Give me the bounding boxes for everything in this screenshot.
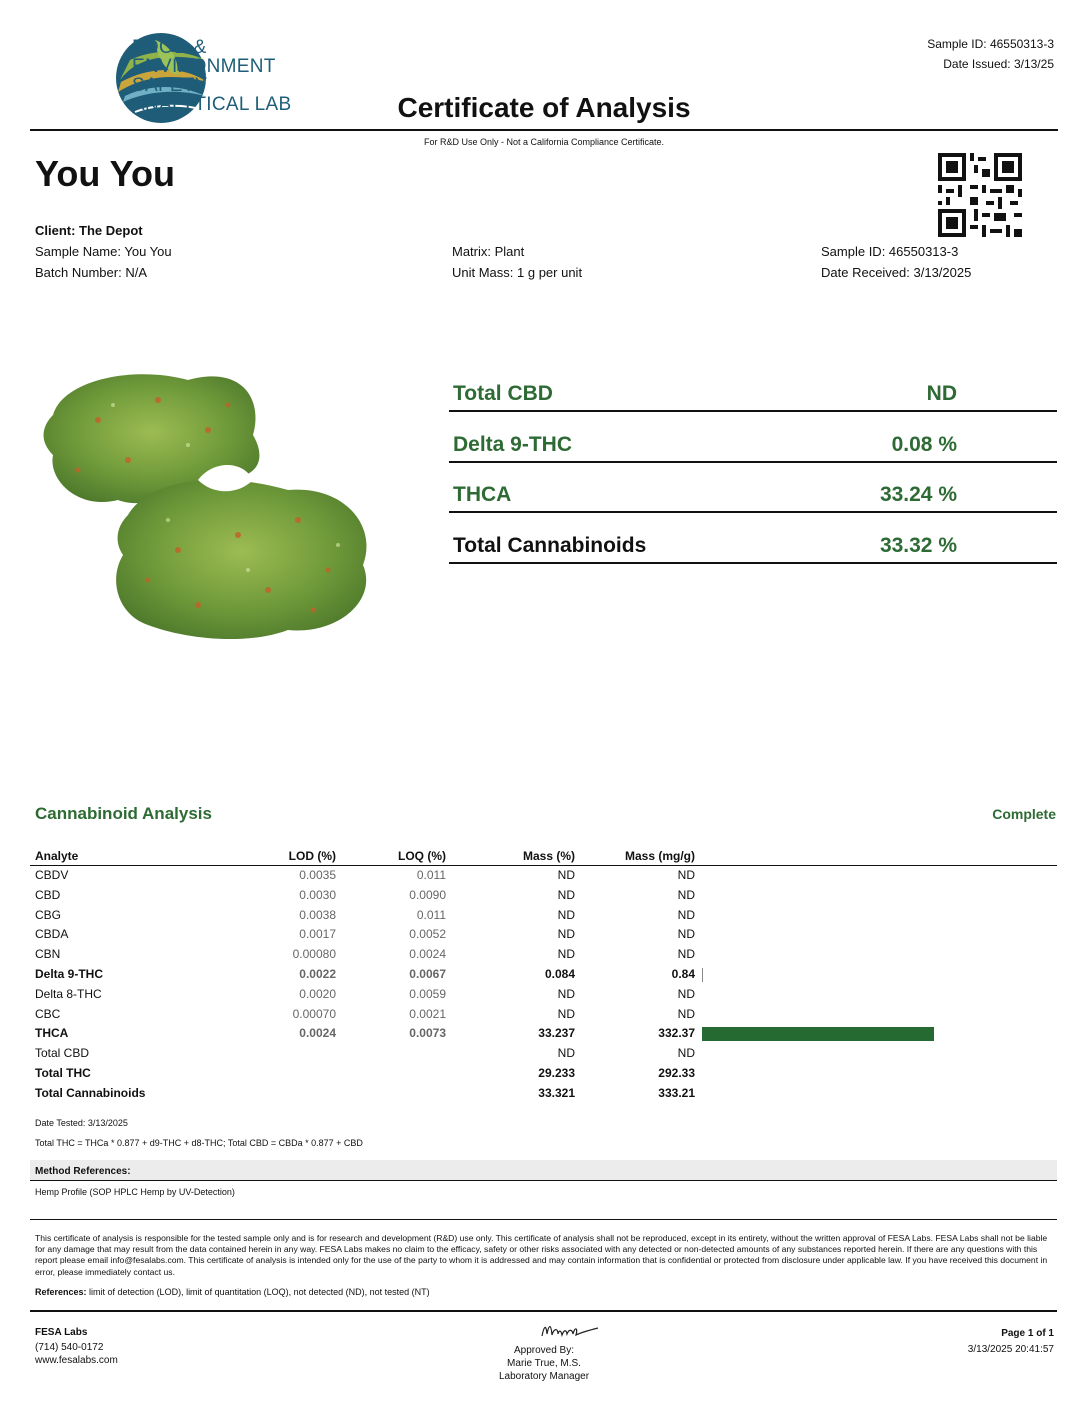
lod-cell: 0.0030 [299, 887, 336, 902]
document-title: Certificate of Analysis [397, 92, 691, 123]
table-row [30, 906, 1057, 926]
footer-lab-info [35, 1326, 118, 1368]
summary-value: 0.08 % [891, 433, 957, 456]
loq-cell: 0.0073 [409, 1026, 446, 1041]
footer-approval [444, 1344, 644, 1383]
analyte-cell: CBD [35, 887, 61, 902]
header-divider [30, 129, 1058, 131]
analysis-status: Complete [992, 806, 1056, 822]
mass-pct-cell: 29.233 [538, 1065, 575, 1080]
sample-name: Sample Name: You You [35, 244, 172, 259]
logo-line: ENVIRONMENT [132, 56, 276, 77]
top-disclaimer: For R&D Use Only - Not a California Compliance Certificate. [423, 137, 665, 147]
header-lod: LOD (%) [288, 849, 336, 863]
footer-lab-name: FESA Labs [35, 1327, 88, 1338]
lod-cell: 0.0017 [299, 927, 336, 942]
lod-cell: 0.00080 [292, 947, 336, 962]
loq-cell: 0.011 [416, 907, 446, 922]
header-mass-pct: Mass (%) [522, 849, 575, 863]
mass-mg-cell: ND [677, 868, 695, 882]
mass-pct-cell: ND [557, 986, 575, 1001]
mass-mg-cell: ND [677, 887, 695, 902]
table-header-row [30, 846, 1057, 866]
table-body [30, 866, 1057, 1104]
mass-bar [702, 968, 703, 982]
table-row [30, 965, 1057, 985]
table-row [30, 985, 1057, 1005]
mass-pct-cell: ND [557, 907, 575, 922]
matrix: Matrix: Plant [452, 244, 525, 259]
mass-pct-cell: ND [557, 1046, 575, 1061]
loq-cell: 0.0052 [409, 927, 446, 942]
analyte-cell: Delta 8-THC [35, 986, 102, 1001]
mass-pct-cell: 33.237 [538, 1026, 575, 1041]
table-row [30, 866, 1057, 886]
footer-website[interactable]: www.fesalabs.com [35, 1355, 118, 1366]
footer-page-info [968, 1326, 1054, 1357]
mass-pct-cell: ND [557, 947, 575, 962]
unit-mass: Unit Mass: 1 g per unit [452, 265, 583, 280]
mass-mg-cell: ND [677, 947, 695, 962]
analyte-cell: Total Cannabinoids [35, 1085, 146, 1100]
analyte-cell: CBDA [35, 927, 69, 942]
approved-by-label: Approved By: [513, 1345, 575, 1356]
page-number: Page 1 of 1 [1001, 1328, 1054, 1339]
mass-pct-cell: 33.321 [538, 1085, 575, 1100]
mass-mg-cell: ND [677, 1046, 695, 1061]
header-analyte: Analyte [35, 849, 79, 863]
table-row [30, 886, 1057, 906]
lod-cell: 0.0024 [299, 1026, 336, 1041]
footer-phone: (714) 540-0172 [35, 1341, 104, 1353]
cannabinoid-table [30, 846, 1057, 1104]
header-mass-mg: Mass (mg/g) [624, 849, 695, 863]
mass-mg-cell: ND [677, 1006, 695, 1021]
loq-cell: 0.011 [416, 868, 446, 882]
references-label: References: [35, 1287, 87, 1297]
logo-line: ANALYTICAL LAB [132, 94, 292, 115]
mass-pct-cell: ND [557, 1006, 575, 1021]
summary-row-delta9-thc [449, 412, 1057, 463]
mass-pct-cell: 0.084 [544, 966, 575, 981]
header-meta [927, 34, 1054, 74]
total-formula: Total THC = THCa * 0.877 + d9-THC + d8-THC; Total CBD = CBDa * 0.877 + CBD [35, 1138, 363, 1148]
mass-mg-cell: ND [677, 986, 695, 1001]
header-date-issued: Date Issued: 3/13/25 [943, 57, 1054, 71]
method-references-header: Method References: [30, 1160, 1057, 1181]
table-row [30, 1024, 1057, 1044]
summary-value: 33.24 % [879, 483, 957, 506]
references [35, 1287, 430, 1297]
analyte-cell: Total CBD [35, 1046, 90, 1061]
lod-cell: 0.0022 [299, 966, 336, 981]
table-row [30, 1005, 1057, 1025]
lod-cell: 0.0035 [299, 868, 336, 882]
summary-label: Total Cannabinoids [453, 534, 647, 557]
loq-cell: 0.0021 [409, 1006, 446, 1021]
analyte-cell: Delta 9-THC [35, 966, 104, 981]
analysis-title: Cannabinoid Analysis [35, 804, 212, 823]
logo-line: FOOD & [132, 37, 207, 58]
date-received: Date Received: 3/13/2025 [821, 265, 972, 280]
legal-divider [30, 1219, 1057, 1220]
lod-cell: 0.0038 [299, 907, 336, 922]
analyte-cell: CBN [35, 947, 61, 962]
summary-value: 33.32 % [879, 534, 957, 557]
approver-title: Laboratory Manager [498, 1371, 590, 1382]
date-tested: Date Tested: 3/13/2025 [35, 1118, 128, 1128]
mass-pct-cell: ND [557, 927, 575, 942]
sample-info-col-2 [452, 241, 582, 283]
lod-cell: 0.0020 [299, 986, 336, 1001]
summary-label: THCA [453, 483, 512, 506]
table-row [30, 1044, 1057, 1064]
analyte-cell: Total THC [35, 1065, 91, 1080]
mass-mg-cell: ND [677, 907, 695, 922]
analyte-cell: CBC [35, 1006, 61, 1021]
product-name: You You [35, 153, 175, 194]
analyte-cell: CBG [35, 907, 62, 922]
mass-pct-cell: ND [557, 887, 575, 902]
summary-row-total-cannabinoids [449, 513, 1057, 564]
references-text: limit of detection (LOD), limit of quantitation (LOQ), not detected (ND), not tested (NT) [86, 1287, 430, 1297]
table-row [30, 945, 1057, 965]
sample-id: Sample ID: 46550313-3 [821, 244, 959, 259]
table-row [30, 1084, 1057, 1104]
summary-row-total-cbd [449, 361, 1057, 412]
legal-disclaimer: This certificate of analysis is responsible for the tested sample only and is for research and development (R&D) use only. This certificate of analysis shall not be reproduced, except in its entirety, without the written approval of FESA Labs. FESA Labs shall not be liable for any damage that may result from the data contained herein in any way. FESA Labs makes no claim to the efficacy, safety or other risks associated with any detected or non-detected amounts of any substances reported herein. If there are any questions with this report please email info@fesalabs.com. This certificate of analysis is intended only for the use of the party to whom it is addressed and may contain information that is confidential or protected from disclosure under applicable law. If you have received this document in error, please immediately contact us. [35, 1233, 1048, 1277]
sample-info-col-1 [35, 241, 172, 283]
table-row [30, 1064, 1057, 1084]
mass-mg-cell: 0.84 [671, 966, 695, 981]
approver-name: Marie True, M.S. [507, 1358, 581, 1369]
logo-line: SAFETY [132, 75, 208, 96]
analyte-cell: CBDV [35, 868, 69, 882]
analyte-cell: THCA [35, 1026, 69, 1041]
client-name: Client: The Depot [35, 223, 143, 238]
loq-cell: 0.0024 [409, 947, 446, 962]
mass-pct-cell: ND [557, 868, 575, 882]
loq-cell: 0.0067 [409, 966, 446, 981]
mass-mg-cell: 292.33 [658, 1065, 695, 1080]
mass-bar [702, 1027, 934, 1041]
summary-row-thca [449, 462, 1057, 513]
summary-value: ND [926, 382, 957, 405]
mass-mg-cell: ND [677, 927, 695, 942]
table-row [30, 925, 1057, 945]
footer-timestamp: 3/13/2025 20:41:57 [967, 1343, 1054, 1355]
loq-cell: 0.0090 [409, 887, 446, 902]
mass-mg-cell: 333.21 [658, 1085, 695, 1100]
header-sample-id: Sample ID: 46550313-3 [927, 37, 1054, 51]
mass-mg-cell: 332.37 [658, 1026, 695, 1041]
approver-signature [530, 1318, 610, 1344]
sample-info-col-3 [821, 241, 971, 283]
method-references-body: Hemp Profile (SOP HPLC Hemp by UV-Detection) [35, 1187, 235, 1197]
batch-number: Batch Number: N/A [35, 265, 147, 280]
loq-cell: 0.0059 [409, 986, 446, 1001]
summary-label: Delta 9-THC [453, 433, 573, 456]
footer-divider [30, 1310, 1057, 1312]
qr-code[interactable] [938, 153, 1022, 237]
summary-label: Total CBD [453, 382, 553, 405]
product-photo [38, 360, 378, 650]
header-loq: LOQ (%) [398, 849, 446, 863]
lod-cell: 0.00070 [292, 1006, 336, 1021]
